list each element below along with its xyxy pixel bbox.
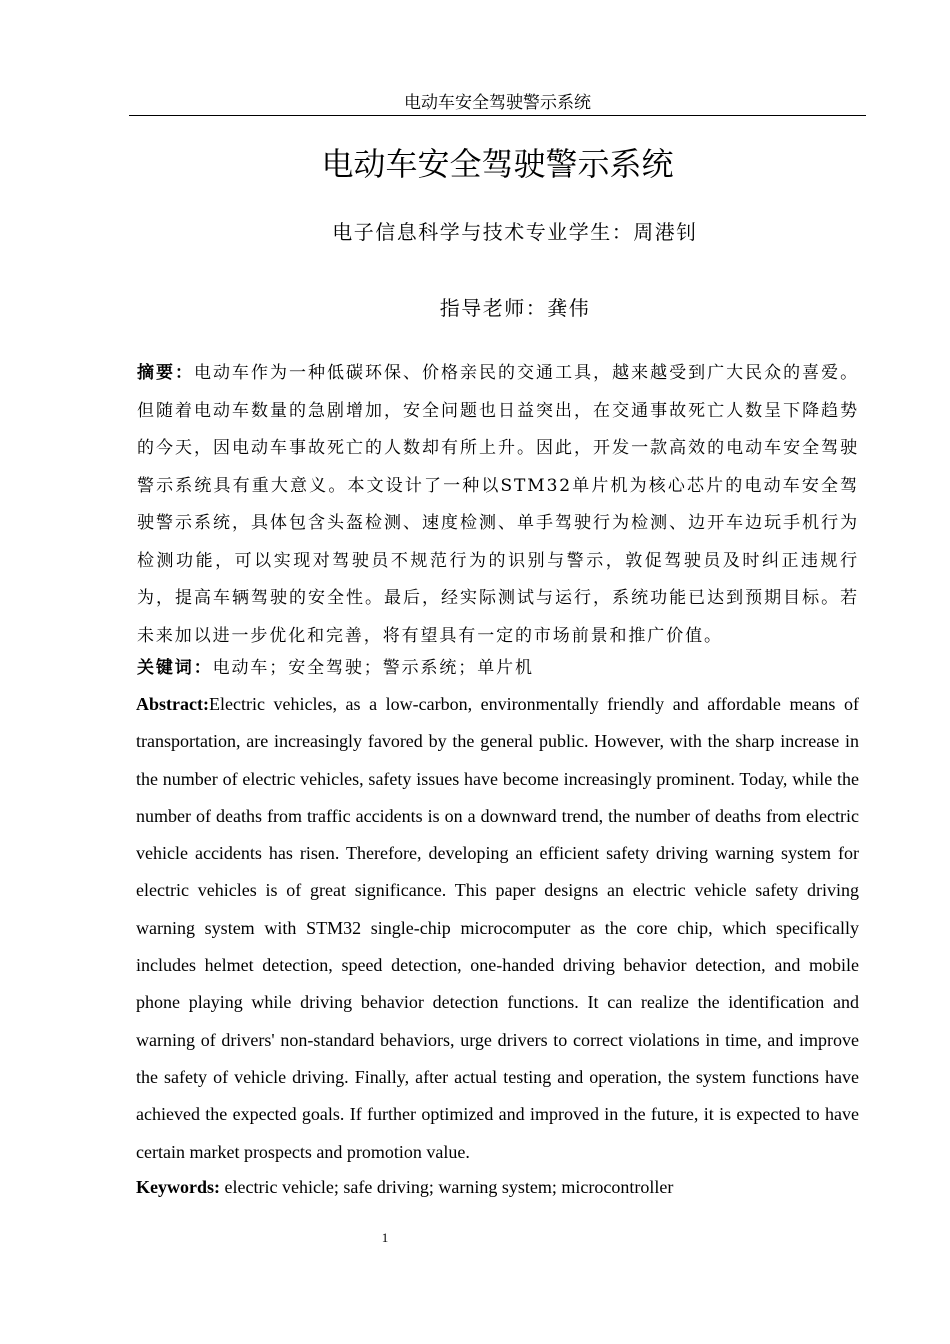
advisor-line: 指导老师：龚伟: [439, 296, 591, 320]
chinese-abstract: [137, 355, 859, 655]
english-keywords-label: Keywords:: [136, 1177, 220, 1197]
english-keywords: [136, 1174, 859, 1200]
english-abstract-text: Electric vehicles, as a low-carbon, environmentally friendly and affordable means of transportation, are increasingly favored by the general public. However, with the sharp increase in the number of electric vehicles, safety issues have become increasingly prominent. Today, while the number of deaths from traffic accidents is on a downward trend, the number of deaths from electric vehicle accidents has risen. Therefore, developing an efficient safety driving warning system for electric vehicles is of great significance. This paper designs an electric vehicle safety driving warning system with STM32 single-chip microcomputer as the core chip, which specifically includes helmet detection, speed detection, one-handed driving behavior detection, and mobile phone playing while driving behavior detection functions. It can realize the identification and warning of drivers' non-standard behaviors, urge drivers to correct violations in time, and improve the safety of vehicle driving. Finally, after actual testing and operation, the system functions have achieved the expected goals. If further optimized and improved in the future, it is expected to have certain market prospects and promotion value.: [136, 694, 859, 1162]
chinese-keywords: [137, 654, 859, 682]
chinese-keywords-label: 关键词：: [137, 658, 213, 678]
english-abstract: [136, 686, 859, 1171]
running-header: 电动车安全驾驶警示系统: [404, 93, 591, 112]
header-divider: [129, 115, 866, 116]
english-keywords-text: electric vehicle; safe driving; warning system; microcontroller: [224, 1177, 674, 1197]
chinese-abstract-text: 电动车作为一种低碳环保、价格亲民的交通工具，越来越受到广大民众的喜爱。但随着电动车数量的急剧增加，安全问题也日益突出，在交通事故死亡人数呈下降趋势的今天，因电动车事故死亡的人数却有所上升。因此，开发一款高效的电动车安全驾驶警示系统具有重大意义。本文设计了一种以STM32单片机为核心芯片的电动车安全驾驶警示系统，具体包含头盔检测、速度检测、单手驾驶行为检测、边开车边玩手机行为检测功能，可以实现对驾驶员不规范行为的识别与警示，敦促驾驶员及时纠正违规行为，提高车辆驾驶的安全性。最后，经实际测试与运行，系统功能已达到预期目标。若未来加以进一步优化和完善，将有望具有一定的市场前景和推广价值。: [137, 363, 860, 646]
english-abstract-label: Abstract:: [136, 694, 209, 714]
chinese-keywords-text: 电动车；安全驾驶；警示系统；单片机: [212, 658, 534, 678]
chinese-abstract-label: 摘要：: [137, 363, 195, 383]
author-line: 电子信息科学与技术专业学生：周港钊: [332, 220, 698, 244]
document-title: 电动车安全驾驶警示系统: [321, 145, 674, 183]
page-number: 1: [381, 1230, 389, 1245]
